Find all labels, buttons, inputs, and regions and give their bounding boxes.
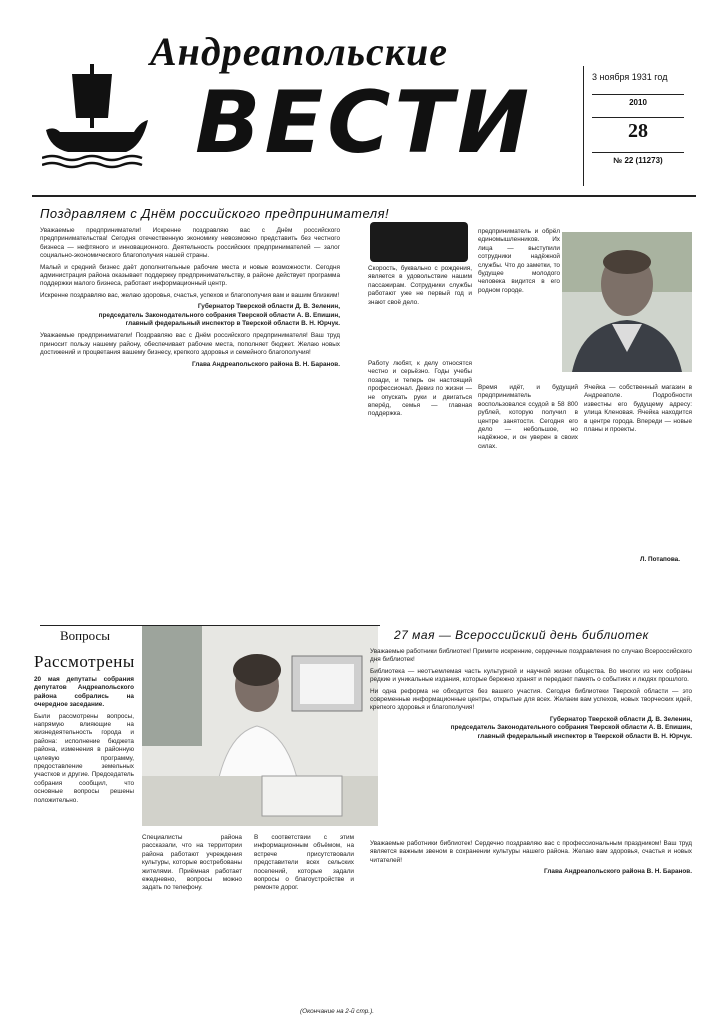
signature: Губернатор Тверской области Д. В. Зеленин, [549,715,692,723]
article-lead: 20 мая депутаты собрания депутатов Андреапольского района собрались на очередное заседание. [34,676,134,709]
signature: главный федеральный инспектор в Тверской области В. Н. Юрчук. [477,732,692,740]
library-greeting [370,648,692,741]
signature: председатель Законодательного собрания Тверской области А. В. Епишин, [98,311,340,319]
header-rule [32,195,696,197]
portrait-photo [562,232,692,372]
signature: главный федеральный инспектор в Тверской области В. Н. Юрчук. [125,320,340,328]
profile-body: Работу любят, к делу относятся честно и серьёзно. Годы учебы позади, и теперь он настоящий профессионал. Девиз по жизни — не опускать руки и двигаться вперёд, семья — главная поддержка. [368,360,472,418]
profile-right-column: предприниматель и обрёл единомышленников. Их лица — выступили сотрудники надёжной службы. Что до заметки, то будущее молодого человека видится в его родном городе. [478,228,560,294]
masthead-title-main: ВЕСТИ [195,73,534,173]
article-paragraph: Уважаемые работники библиотек! Примите искренние, сердечные поздравления по случаю Всероссийского дня библиотек! [370,648,692,664]
profile-extra: Время идёт, и будущий предприниматель воспользовался ссудой в 58 800 рублей, которую получил в центре занятости. Сегодня его дело — небольшое, но надёжное, и он уверен в своих силах. [478,384,578,450]
article-paragraph: Ни одна реформа не обходится без вашего участия. Сегодня библиотеки Тверской области — это современные информационные центры, открытые для всех. Желаем вам успехов, новых творческих идей, крепкого здоровья и благополучия! [370,687,692,712]
section-heading: Рассмотрены [34,652,135,671]
article-paragraph: Малый и средний бизнес даёт дополнительные рабочие места и новые возможности. Сегодня администрация района оказывает поддержку предпринимательству, в районе действует программа поддержки малого бизнеса, работает информационный центр. [40,263,340,288]
office-photo [142,626,378,826]
article-paragraph: Уважаемые предприниматели! Искренне поздравляю вас с Днём российского предпринимательства! Сегодня отечественную экономику невозможно представить без честного бизнеса — нефтяного и инновационного. Деятельность российских предпринимателей — залог социально-экономического благополучия нашей страны. [40,227,340,260]
profile-lead: Скорость, буквально с рождения, является в удовольствие нашим пассажирам. Сотрудники службы работают уже не первый год и знают своё дело. [368,265,472,306]
masthead-title-top: Андреапольские [150,29,449,74]
article-paragraph: Искренне поздравляю вас, желаю здоровья, счастья, успехов и благополучия вам и вашим близким! [40,291,340,299]
continuation-note: (Окончание на 2-й стр.). [300,1008,374,1015]
issue-number: № 22 (11273) [592,152,684,165]
profile-extra2: Ячейка — собственный магазин в Андреаполе. Подробности известны его будущему адресу: улица Кленовая. Ячейка находится в центре города. Впереди — новые планы и проекты. [584,384,692,434]
article-paragraph: Уважаемые предприниматели! Поздравляю вас с Днём российского предпринимателя! Ваш труд приносит пользу нашему району, обеспечивает рабочие места, пополняет бюджет. Желаю новых достижений и процветания вашему бизнесу, крепкого здоровья и семейного благополучия! [40,332,340,357]
article-paragraph: Библиотека — неотъемлемая часть культурной и научной жизни общества. Во многих из них собраны редкие и уникальные издания, которые бережно хранят и передают память о событиях и людях прошлого. [370,667,692,684]
signature: Губернатор Тверской области Д. В. Зеленин, [197,303,340,311]
session-column: В соответствии с этим информационным объёмом, на встрече присутствовали представители всех сельских поселений, которые задали вопросы о благоустройстве и ремонте дорог. [254,834,354,892]
issue-day: 28 [592,117,684,143]
main-headline: Поздравляем с Днём российского предпринимателя! [40,206,390,221]
library-local-greeting [370,840,692,877]
library-headline: 27 мая — Всероссийский день библиотек [394,628,649,642]
ship-logo-icon [42,60,152,170]
issue-year: 2010 [592,94,684,107]
section-heading: Вопросы [60,628,110,643]
session-report [34,676,134,805]
signature: Глава Андреапольского района В. Н. Баранов. [192,360,340,368]
signature: Глава Андреапольского района В. Н. Баранов. [544,868,692,876]
signature: председатель Законодательного собрания Тверской области А. В. Епишин, [450,724,692,732]
article-congrats [40,227,340,369]
article-author: Л. Потапова. [640,556,680,563]
founded-date: 3 ноября 1931 год [592,72,668,82]
session-column: Специалисты района рассказали, что на территории района работают учреждения культуры, которые востребованы жителями. Приёмная работает ежедневно, вопросы можно задать по телефону. [142,834,242,892]
article-paragraph: Были рассмотрены вопросы, напрямую влияющие на жизнедеятельность города и района: исполнение бюджета района, изменения в районную целевую программу, предоставление земельных участков и другие. Председатель собрания сообщил, что основные вопросы решены положительно. [34,712,134,804]
section-banner [370,222,468,262]
article-paragraph: Уважаемые работники библиотек! Сердечно поздравляю вас с профессиональным праздником! Ваш труд является важным звеном в сохранении культуры нашего района. Желаю вам здоровья, счастья и новых читателей! [370,840,692,864]
masthead-divider [583,66,584,186]
